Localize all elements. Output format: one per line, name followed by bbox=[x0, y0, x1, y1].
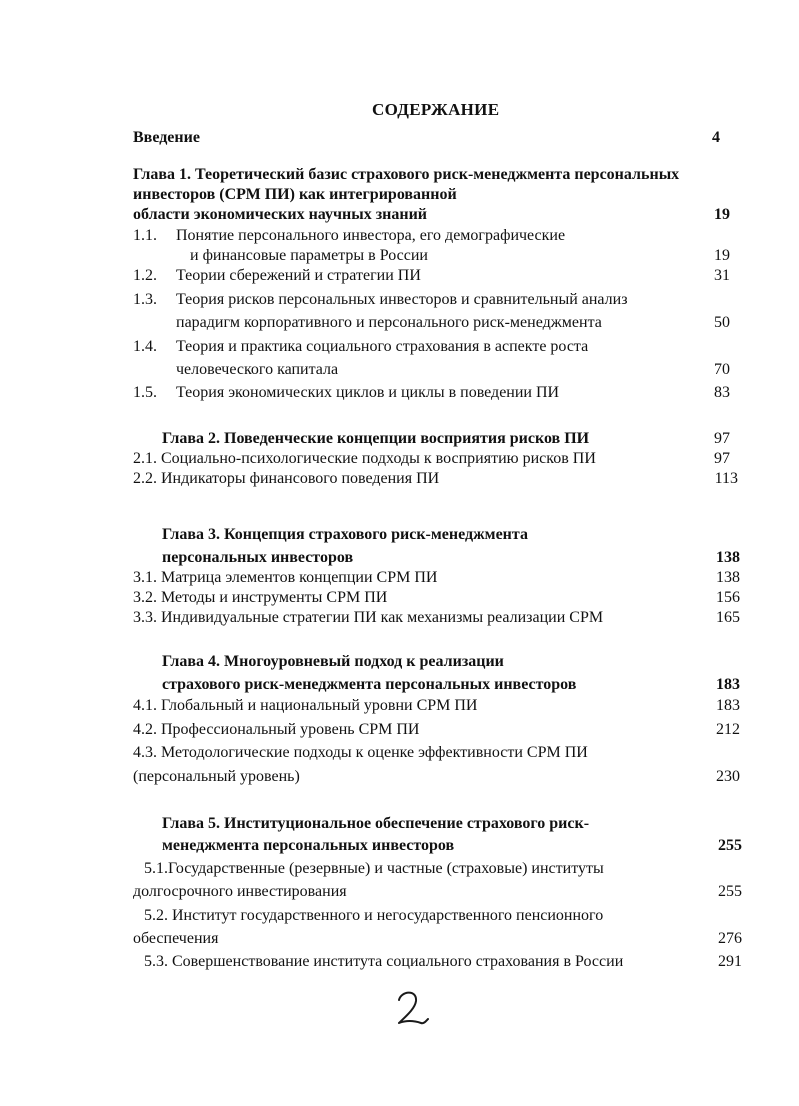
toc-section-title: 3.1. Матрица элементов концепции СРМ ПИ bbox=[133, 569, 438, 586]
toc-section-number: 1.2. bbox=[133, 267, 157, 284]
toc-section-title: 5.2. Институт государственного и негосударственного пенсионного bbox=[144, 907, 604, 924]
toc-intro-label: Введение bbox=[133, 129, 200, 146]
toc-chapter1-title: области экономических научных знаний bbox=[133, 206, 428, 223]
toc-chapter4-page: 183 bbox=[716, 676, 740, 693]
toc-section-page: 156 bbox=[716, 589, 740, 606]
toc-section-page: 165 bbox=[716, 609, 740, 626]
toc-section-title: (персональный уровень) bbox=[133, 768, 300, 785]
toc-section-page: 255 bbox=[718, 883, 742, 900]
toc-section-title: Теория экономических циклов и циклы в поведении ПИ bbox=[176, 384, 560, 401]
toc-section-title: Понятие персонального инвестора, его демографические bbox=[176, 227, 566, 244]
toc-section-title: Теории сбережений и стратегии ПИ bbox=[176, 267, 421, 284]
toc-section-page: 31 bbox=[714, 267, 730, 284]
toc-chapter3-title: персональных инвесторов bbox=[162, 549, 354, 566]
toc-section-title: 5.1.Государственные (резервные) и частные (страховые) институты bbox=[144, 860, 604, 877]
toc-chapter5-title: Глава 5. Институциональное обеспечение страхового риск- bbox=[162, 815, 590, 832]
toc-chapter3-page: 138 bbox=[716, 549, 740, 566]
toc-intro-page: 4 bbox=[712, 129, 720, 146]
page-title: СОДЕРЖАНИЕ bbox=[372, 100, 500, 119]
toc-section-title: 5.3. Совершенствование института социального страхования в России bbox=[144, 953, 624, 970]
toc-chapter5-title: менеджмента персональных инвесторов bbox=[162, 837, 455, 854]
toc-chapter4-title: страхового риск-менеджмента персональных инвесторов bbox=[162, 676, 577, 693]
handwritten-page-number bbox=[393, 988, 433, 1028]
toc-section-title: долгосрочного инвестирования bbox=[133, 883, 347, 900]
toc-section-page: 230 bbox=[716, 768, 740, 785]
toc-section-title: 4.1. Глобальный и национальный уровни СРМ ПИ bbox=[133, 697, 478, 714]
toc-section-title: парадигм корпоративного и персонального риск-менеджмента bbox=[176, 314, 602, 331]
toc-section-page: 19 bbox=[714, 247, 730, 264]
toc-section-number: 1.4. bbox=[133, 338, 157, 355]
toc-section-page: 70 bbox=[714, 361, 730, 378]
toc-chapter5-page: 255 bbox=[718, 837, 742, 854]
toc-chapter4-title: Глава 4. Многоуровневый подход к реализации bbox=[162, 653, 504, 670]
toc-chapter1-page: 19 bbox=[714, 206, 730, 223]
toc-section-title: человеческого капитала bbox=[176, 361, 339, 378]
toc-chapter3-title: Глава 3. Концепция страхового риск-менеджмента bbox=[162, 526, 528, 543]
toc-section-title: 2.1. Социально-психологические подходы к восприятию рисков ПИ bbox=[133, 450, 596, 467]
toc-chapter1-title: инвесторов (СРМ ПИ) как интегрированной bbox=[133, 186, 457, 203]
toc-chapter2-title: Глава 2. Поведенческие концепции восприятия рисков ПИ bbox=[162, 430, 590, 447]
toc-section-title: обеспечения bbox=[133, 930, 219, 947]
toc-chapter1-title: Глава 1. Теоретический базис страхового риск-менеджмента персональных bbox=[133, 166, 680, 183]
toc-section-page: 291 bbox=[718, 953, 742, 970]
toc-section-page: 276 bbox=[718, 930, 742, 947]
toc-section-title: Теория рисков персональных инвесторов и сравнительный анализ bbox=[176, 291, 628, 308]
toc-section-title: 4.3. Методологические подходы к оценке эффективности СРМ ПИ bbox=[133, 744, 588, 761]
toc-chapter2-page: 97 bbox=[714, 430, 730, 447]
toc-section-title: и финансовые параметры в России bbox=[190, 247, 428, 264]
toc-section-title: 3.3. Индивидуальные стратегии ПИ как механизмы реализации СРМ bbox=[133, 609, 604, 626]
toc-section-number: 1.3. bbox=[133, 291, 157, 308]
toc-section-title: Теория и практика социального страхования в аспекте роста bbox=[176, 338, 589, 355]
toc-section-number: 1.5. bbox=[133, 384, 157, 401]
toc-section-page: 138 bbox=[716, 569, 740, 586]
toc-section-page: 83 bbox=[714, 384, 730, 401]
toc-section-title: 4.2. Профессиональный уровень СРМ ПИ bbox=[133, 721, 420, 738]
toc-section-title: 2.2. Индикаторы финансового поведения ПИ bbox=[133, 470, 440, 487]
toc-section-title: 3.2. Методы и инструменты СРМ ПИ bbox=[133, 589, 388, 606]
toc-section-page: 97 bbox=[714, 450, 730, 467]
toc-section-page: 113 bbox=[714, 470, 738, 487]
toc-section-page: 183 bbox=[716, 697, 740, 714]
toc-section-page: 212 bbox=[716, 721, 740, 738]
toc-section-number: 1.1. bbox=[133, 227, 157, 244]
toc-section-page: 50 bbox=[714, 314, 730, 331]
